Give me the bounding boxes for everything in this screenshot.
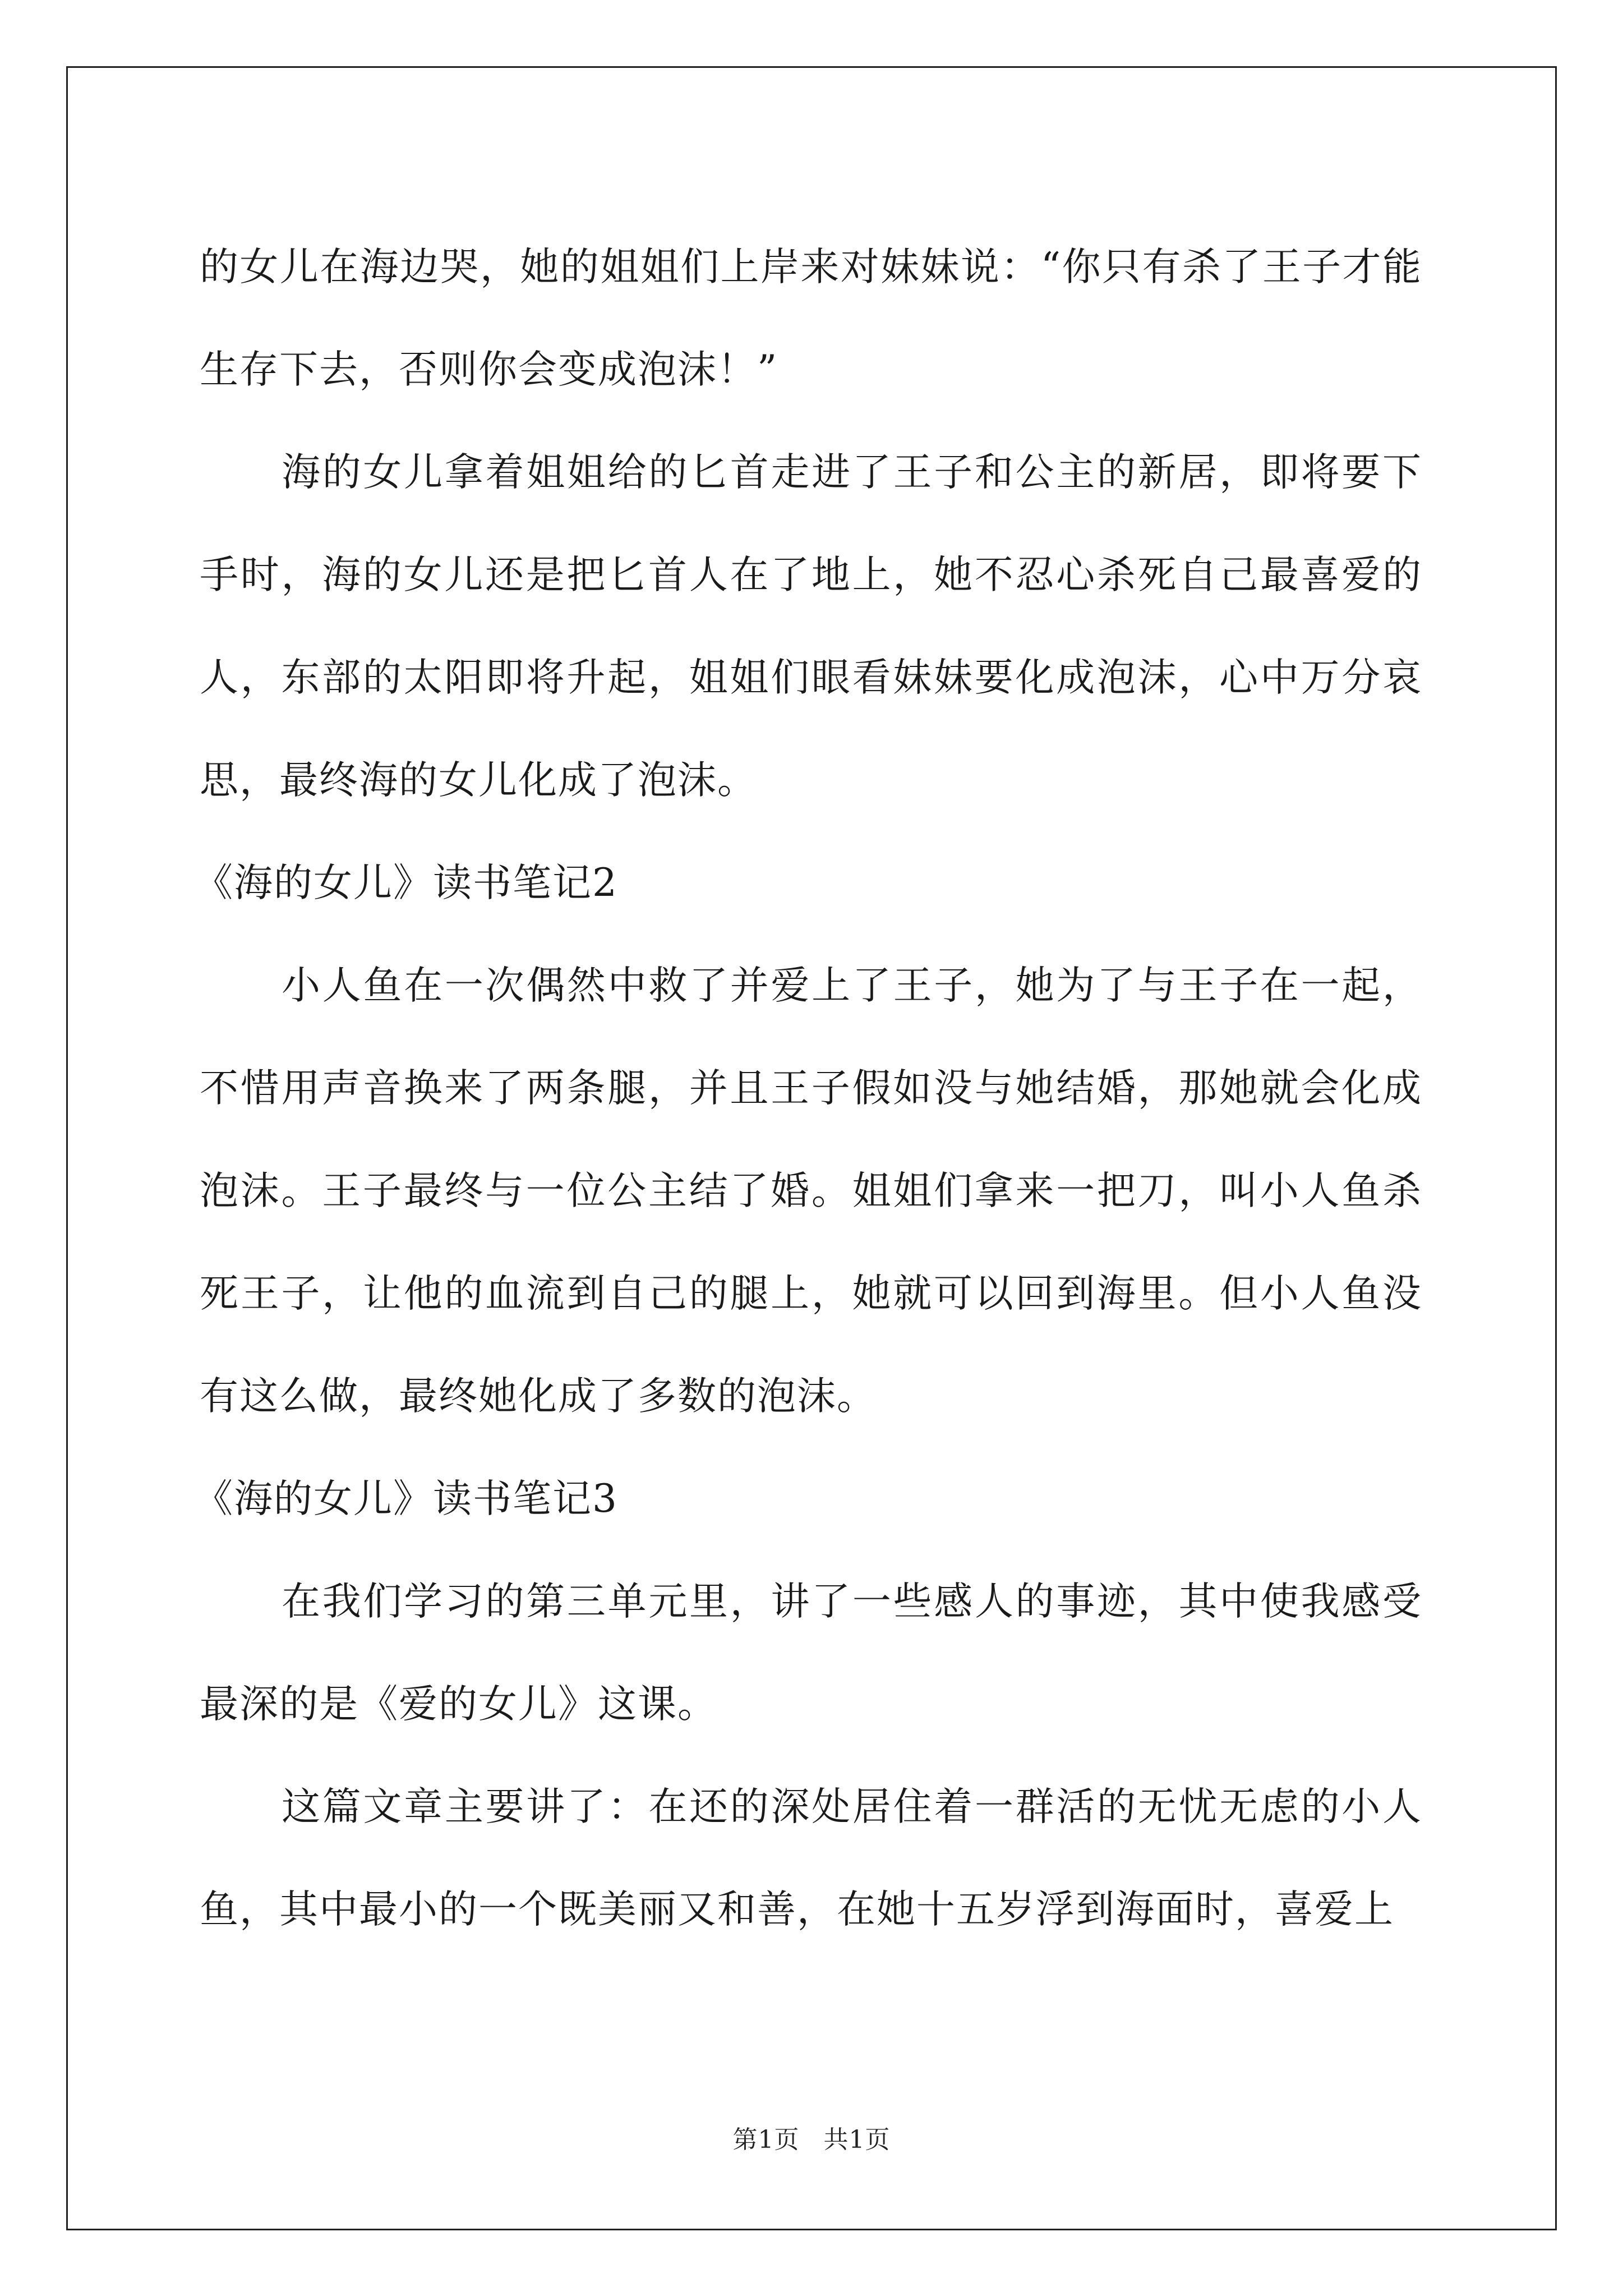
paragraph: 小人鱼在一次偶然中救了并爱上了王子，她为了与王子在一起，不惜用声音换来了两条腿，并且王子假如没与她结婚，那她就会化成泡沫。王子最终与一位公主结了婚。姐姐们拿来一把刀，叫小人鱼杀死王子，让他的血流到自己的腿上，她就可以回到海里。但小人鱼没有这么做，最终她化成了多数的泡沫。 xyxy=(200,963,1422,1419)
section-heading: 《海的女儿》读书笔记2 xyxy=(194,861,618,905)
document-body xyxy=(194,216,1422,1961)
paragraph: 的女儿在海边哭，她的姐姐们上岸来对妹妹说：“你只有杀了王子才能生存下去，否则你会变成泡沫！” xyxy=(200,245,1422,392)
page-total: 共1页 xyxy=(823,2125,891,2154)
section-heading: 《海的女儿》读书笔记3 xyxy=(194,1476,618,1521)
paragraph: 海的女儿拿着姐姐给的匕首走进了王子和公主的新居，即将要下手时，海的女儿还是把匕首人在了地上，她不忍心杀死自己最喜爱的人，东部的太阳即将升起，姐姐们眼看妹妹要化成泡沫，心中万分哀思，最终海的女儿化成了泡沫。 xyxy=(200,450,1422,803)
page-number: 第1页 xyxy=(732,2125,800,2154)
page-footer xyxy=(0,2119,1623,2155)
paragraph: 在我们学习的第三单元里，讲了一些感人的事迹，其中使我感受最深的是《爱的女儿》这课。 xyxy=(200,1579,1422,1727)
paragraph: 这篇文章主要讲了：在还的深处居住着一群活的无忧无虑的小人鱼，其中最小的一个既美丽又和善，在她十五岁浮到海面时，喜爱上 xyxy=(200,1784,1422,1932)
